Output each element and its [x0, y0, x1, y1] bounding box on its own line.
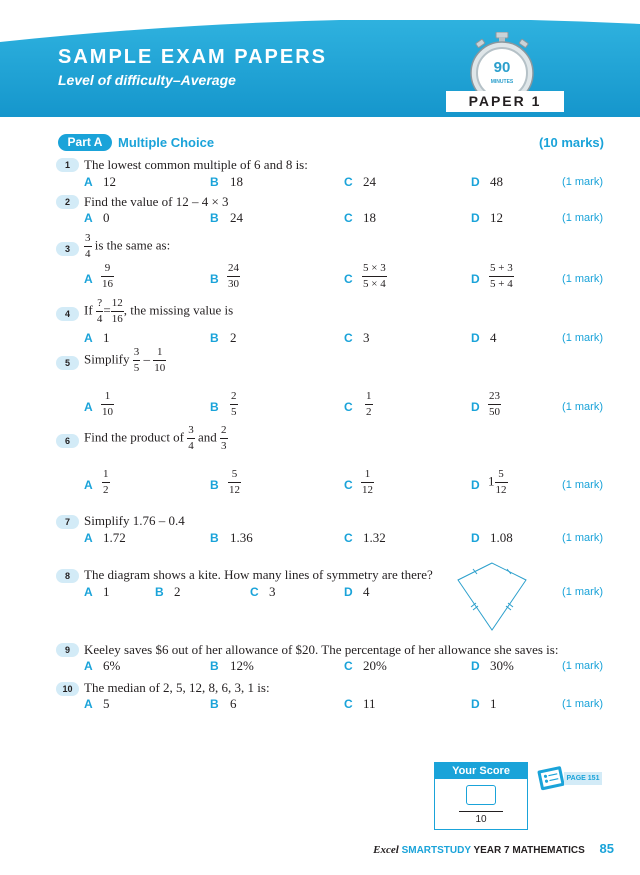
score-label: Your Score [435, 763, 527, 779]
question-mark: (1 mark) [562, 401, 603, 413]
question-mark: (1 mark) [562, 212, 603, 224]
option-value[interactable]: 2 [230, 330, 237, 345]
question-number: 9 [56, 643, 79, 657]
option-value[interactable]: 4 [363, 584, 370, 599]
question-number: 8 [56, 569, 79, 583]
option-letter: A [84, 478, 93, 492]
option-value[interactable]: $\frac{24}{30}$ [228, 262, 239, 290]
question-mark: (1 mark) [562, 332, 603, 344]
part-badge: Part A [58, 134, 112, 151]
question-text: The diagram shows a kite. How many lines of symmetry are there? [84, 567, 433, 582]
question-text: The lowest common multiple of 6 and 8 is: [84, 157, 308, 172]
question-text: Simplify $\frac{3}{5}$ – $\frac{1}{10}$ [84, 346, 166, 374]
option-value[interactable]: 3 [363, 330, 370, 345]
kite-diagram [454, 562, 530, 632]
option-value[interactable]: 18 [363, 210, 376, 225]
option-letter: D [471, 400, 480, 414]
footer-series: SMARTSTUDY [401, 845, 471, 856]
option-letter: C [344, 175, 353, 189]
option-letter: D [471, 211, 480, 225]
option-value[interactable]: 30% [490, 658, 514, 673]
option-value[interactable]: 12 [490, 210, 503, 225]
option-letter: C [344, 400, 353, 414]
option-value[interactable]: $\frac{1}{12}$ [362, 468, 373, 496]
option-letter: B [210, 659, 219, 673]
option-value[interactable]: 11 [363, 696, 376, 711]
question-number: 2 [56, 195, 79, 209]
score-total: 10 [475, 814, 487, 825]
option-value[interactable]: $\frac{1}{10}$ [102, 390, 113, 418]
option-letter: D [344, 585, 353, 599]
option-letter: A [84, 400, 93, 414]
question-text: $\frac{3}{4}$ is the same as: [85, 232, 171, 260]
option-value[interactable]: 12% [230, 658, 254, 673]
option-value[interactable]: $\frac{1}{2}$ [103, 468, 109, 496]
question-number: 7 [56, 515, 79, 529]
question-number: 10 [56, 682, 79, 696]
option-letter: B [210, 331, 219, 345]
option-value[interactable]: 4 [490, 330, 497, 345]
option-letter: D [471, 531, 480, 545]
question-text: Simplify 1.76 – 0.4 [84, 513, 185, 528]
option-value[interactable]: 1.72 [103, 530, 126, 545]
question-number: 6 [56, 434, 79, 448]
option-letter: B [210, 211, 219, 225]
option-value[interactable]: $\frac{9}{16}$ [102, 262, 113, 290]
option-letter: A [84, 175, 93, 189]
option-letter: D [471, 331, 480, 345]
score-box [434, 762, 528, 830]
option-letter: D [471, 697, 480, 711]
part-title: Multiple Choice [118, 135, 215, 150]
score-input[interactable] [466, 785, 496, 805]
page-reference[interactable]: PAGE 151 [564, 772, 602, 785]
question-number: 1 [56, 158, 79, 172]
question-number: 3 [56, 242, 79, 256]
page-title: SAMPLE EXAM PAPERS [58, 46, 327, 68]
option-value[interactable]: $\frac{5}{12}$ [229, 468, 240, 496]
option-value[interactable]: $\frac{1}{2}$ [366, 390, 372, 418]
question-mark: (1 mark) [562, 586, 603, 598]
option-value[interactable]: 1.08 [490, 530, 513, 545]
question-text: If $\frac{?}{4}$ = $\frac{12}{16}$ , the missing value is [84, 297, 234, 325]
option-value[interactable]: 6% [103, 658, 121, 673]
question-mark: (1 mark) [562, 479, 603, 491]
question-text: Keeley saves $6 out of her allowance of $20. The percentage of her allowance she saves is: [84, 642, 559, 657]
option-letter: A [84, 531, 93, 545]
option-letter: C [344, 272, 353, 286]
option-value[interactable]: 0 [103, 210, 110, 225]
option-value[interactable]: 20% [363, 658, 387, 673]
option-letter: A [84, 697, 93, 711]
option-value[interactable]: 1 [490, 696, 497, 711]
timer-value: 90 [493, 59, 511, 76]
page-subtitle: Level of difficulty–Average [58, 72, 236, 88]
option-letter: C [344, 478, 353, 492]
footer-brand: Excel [373, 844, 399, 856]
option-value[interactable]: 1 [103, 330, 110, 345]
option-letter: B [210, 400, 219, 414]
part-marks: (10 marks) [538, 135, 604, 150]
paper-label: PAPER 1 [446, 91, 564, 112]
question-number: 5 [56, 356, 79, 370]
option-letter: A [84, 211, 93, 225]
option-letter: A [84, 659, 93, 673]
option-value[interactable]: 48 [490, 174, 503, 189]
option-letter: D [471, 175, 480, 189]
option-letter: B [210, 478, 219, 492]
option-value[interactable]: $\frac{23}{50}$ [489, 390, 500, 418]
score-divider [459, 811, 503, 812]
option-value[interactable]: 24 [230, 210, 243, 225]
option-value[interactable]: 1.36 [230, 530, 253, 545]
option-value[interactable]: 1 [103, 584, 110, 599]
option-letter: D [471, 659, 480, 673]
footer-title: YEAR 7 MATHEMATICS [473, 845, 585, 856]
question-text: The median of 2, 5, 12, 8, 6, 3, 1 is: [84, 680, 270, 695]
option-letter: C [344, 697, 353, 711]
question-mark: (1 mark) [562, 176, 603, 188]
question-text: Find the value of 12 – 4 × 3 [84, 194, 229, 209]
timer-unit: MINUTES [490, 79, 514, 85]
option-value[interactable]: $\frac{5 + 3}{5 + 4}$ [490, 262, 513, 290]
question-mark: (1 mark) [562, 273, 603, 285]
option-letter: D [471, 272, 480, 286]
option-letter: C [250, 585, 259, 599]
question-mark: (1 mark) [562, 532, 603, 544]
option-letter: A [84, 272, 93, 286]
option-value[interactable]: 1.32 [363, 530, 386, 545]
question-text: Find the product of $\frac{3}{4}$ and $\frac{2}{3}$ [84, 424, 227, 452]
option-value[interactable]: 24 [363, 174, 376, 189]
option-letter: B [210, 697, 219, 711]
page-number: 85 [599, 841, 614, 856]
option-value[interactable]: $\frac{2}{5}$ [231, 390, 237, 418]
question-number: 4 [56, 307, 79, 321]
option-value[interactable]: 2 [174, 584, 181, 599]
option-letter: C [344, 531, 353, 545]
option-letter: C [344, 659, 353, 673]
option-letter: C [344, 331, 353, 345]
option-letter: D [471, 478, 480, 492]
option-value[interactable]: 6 [230, 696, 237, 711]
option-value[interactable]: 5 [103, 696, 110, 711]
option-letter: B [210, 531, 219, 545]
option-letter: A [84, 331, 93, 345]
page-footer [373, 841, 614, 856]
option-letter: A [84, 585, 93, 599]
question-mark: (1 mark) [562, 698, 603, 710]
option-value[interactable]: 1 $\frac{5}{12}$ [488, 468, 507, 496]
option-value[interactable]: 3 [269, 584, 276, 599]
option-value[interactable]: 12 [103, 174, 116, 189]
option-value[interactable]: $\frac{5 \times 3}{5 \times 4}$ [363, 262, 386, 290]
option-letter: B [155, 585, 164, 599]
option-value[interactable]: 18 [230, 174, 243, 189]
option-letter: C [344, 211, 353, 225]
question-mark: (1 mark) [562, 660, 603, 672]
option-letter: B [210, 272, 219, 286]
option-letter: B [210, 175, 219, 189]
